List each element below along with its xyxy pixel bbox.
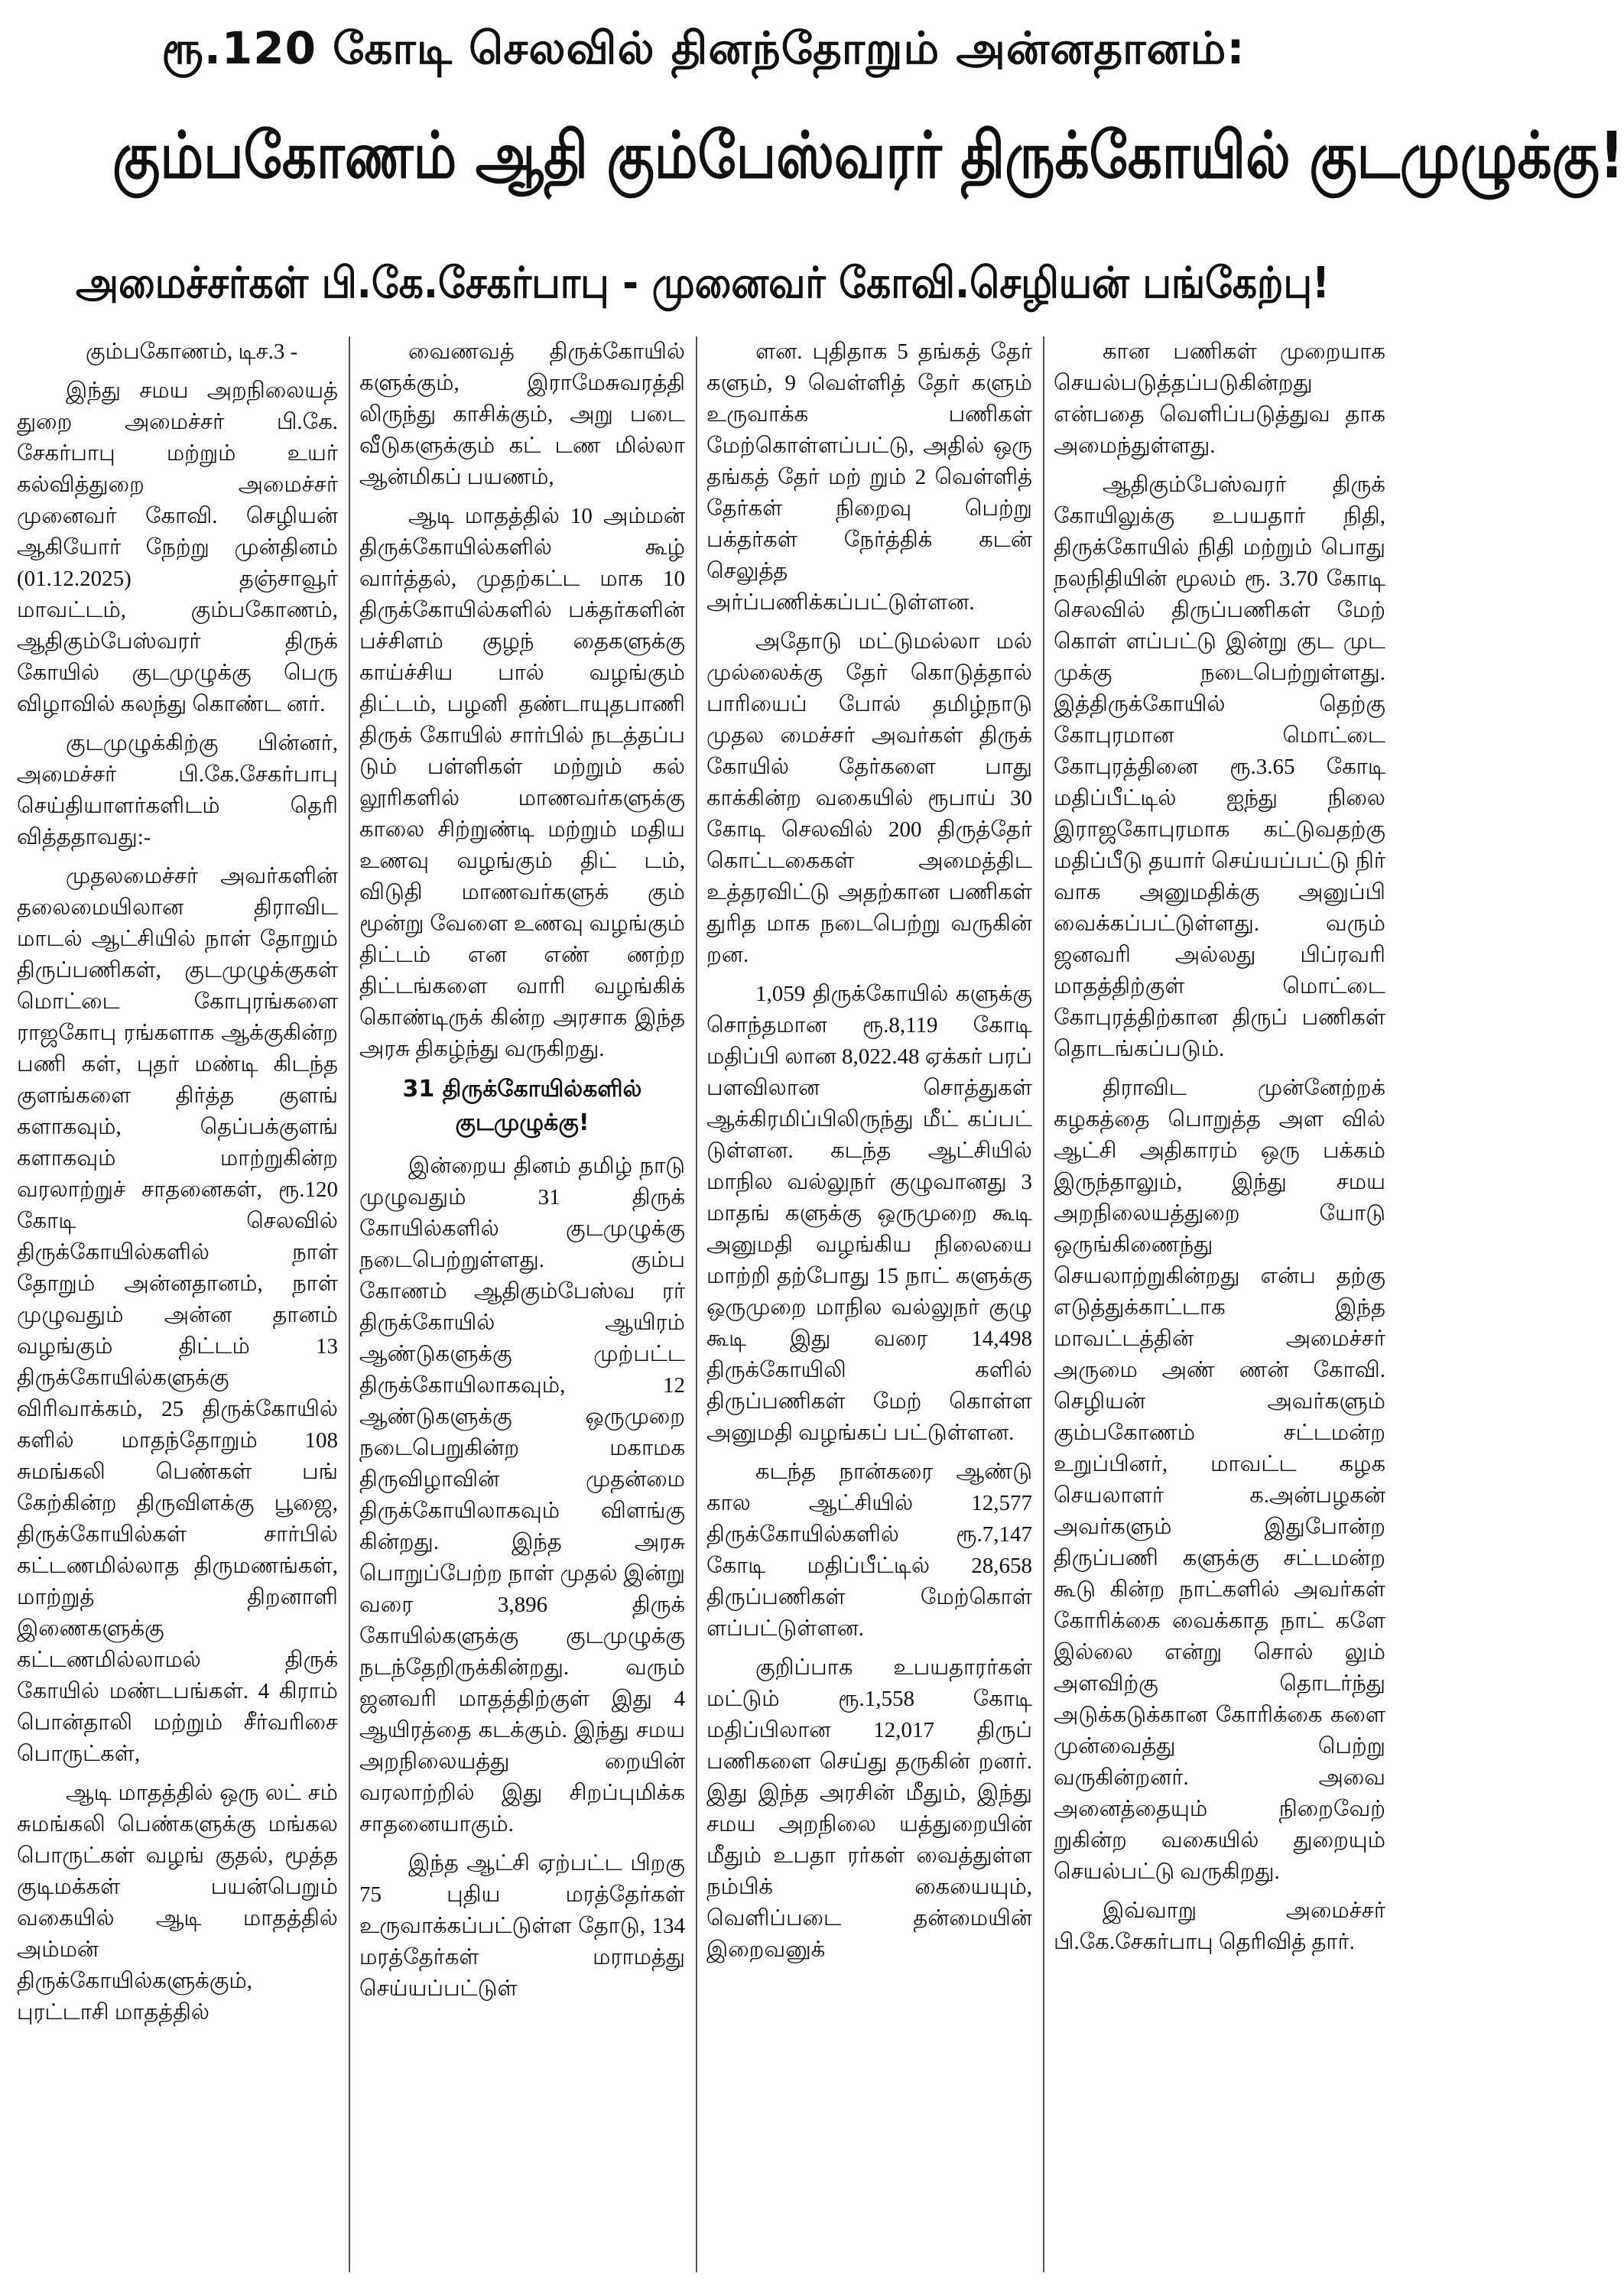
article-paragraph: ஆடி மாதத்தில் ஒரு லட் சம் சுமங்கலி பெண்களுக்கு மங்கல பொருட்கள் வழங் குதல், மூத்த குடிமக்கள் பயன்பெறும் வகையில் ஆடி மாதத்தில் அம்மன் திருக்கோயில்களுக்கும், புரட்டாசி மாதத்தில்: [17, 1781, 338, 2025]
article-paragraph: 1,059 திருக்கோயில் களுக்கு சொந்தமான ரூ.8,119 கோடி மதிப்பி லான 8,022.48 ஏக்கர் பரப் பளவிலான சொத்துகள் ஆக்கிரமிப்பிலிருந்து மீட் கப்பட் டுள்ளன. கடந்த ஆட்சியில் மாநில வல்லுநர் குழுவானது 3 மாதங் களுக்கு ஒருமுறை கூடி அனுமதி வழங்கிய நிலையை மாற்றி தற்போது 15 நாட் களுக்கு ஒருமுறை மாநில வல்லுநர் குழு கூடி இது வரை 14,498 திருக்கோயிலி களில் திருப்பணிகள் மேற் கொள்ள அனுமதி வழங்கப் பட்டுள்ளன.: [706, 982, 1032, 1445]
article-paragraph: இந்து சமய அறநிலையத் துறை அமைச்சர் பி.கே. சேகர்பாபு மற்றும் உயர் கல்வித்துறை அமைச்சர் முனைவர் கோவி. செழியன் ஆகியோர் நேற்று முன்தினம் (01.12.2025) தஞ்சாவூர் மாவட்டம், கும்பகோணம், ஆதிகும்பேஸ்வரர் திருக் கோயில் குடமுழுக்கு பெரு விழாவில் கலந்து கொண்ட னர்.: [17, 378, 338, 716]
article-paragraph: குறிப்பாக உபயதாரர்கள் மட்டும் ரூ.1,558 கோடி மதிப்பிலான 12,017 திருப் பணிகளை செய்து தருகின் றனர். இது இந்த அரசின் மீதும், இந்து சமய அறநிலை யத்துறையின் மீதும் உபதா ரர்கள் வைத்துள்ள நம்பிக் கையையும், வெளிப்படை தன்மையின் இறைவனுக்: [706, 1655, 1032, 1962]
article-paragraph: கடந்த நான்கரை ஆண்டு கால ஆட்சியில் 12,577 திருக்கோயில்களில் ரூ.7,147 கோடி மதிப்பீட்டில் 28,658 திருப்பணிகள் மேற்கொள் ளப்பட்டுள்ளன.: [706, 1460, 1032, 1641]
article-paragraph: இவ்வாறு அமைச்சர் பி.கே.சேகர்பாபு தெரிவித் தார்.: [1054, 1898, 1385, 1954]
column-rule: [1043, 336, 1044, 2272]
article-paragraph: திராவிட முன்னேற்றக் கழகத்தை பொறுத்த அள வில் ஆட்சி அதிகாரம் ஒரு பக்கம் இருந்தாலும், இந்து சமய அறநிலையத்துறை யோடு ஒருங்கிணைந்து செயலாற்றுகின்றது என்ப தற்கு எடுத்துக்காட்டாக இந்த மாவட்டத்தின் அமைச்சர் அருமை அண் ணன் கோவி. செழியன் அவர்களும் கும்பகோணம் சட்டமன்ற உறுப்பினர், மாவட்ட கழக செயலாளர் க.அன்பழகன் அவர்களும் இதுபோன்ற திருப்பணி களுக்கு சட்டமன்ற கூடு கின்ற நாட்களில் அவர்கள் கோரிக்கை வைக்காத நாட் களே இல்லை என்று சொல் லும் அளவிற்கு தொடர்ந்து அடுக்கடுக்கான கோரிக்கை களை முன்வைத்து பெற்று வருகின்றனர். அவை அனைத்தையும் நிறைவேற் றுகின்ற வகையில் துறையும் செயல்பட்டு வருகிறது.: [1054, 1076, 1385, 1884]
column-rule: [696, 336, 697, 2272]
article-column-1: [17, 336, 338, 2272]
kicker-headline: ரூ.120 கோடி செலவில் தினந்தோறும் அன்னதானம்:: [161, 22, 1246, 74]
article-paragraph: முதலமைச்சர் அவர்களின் தலைமையிலான திராவிட மாடல் ஆட்சியில் நாள் தோறும் திருப்பணிகள், குடமுழுக்குகள் மொட்டை கோபுரங்களை ராஜகோபு ரங்களாக ஆக்குகின்ற பணி கள், புதர் மண்டி கிடந்த குளங்களை திர்த்த குளங் களாகவும், தெப்பக்குளங் களாகவும் மாற்றுகின்ற வரலாற்றுச் சாதனைகள், ரூ.120 கோடி செலவில் திருக்கோயில்களில் நாள் தோறும் அன்னதானம், நாள் முழுவதும் அன்ன தானம் வழங்கும் திட்டம் 13 திருக்கோயில்களுக்கு விரிவாக்கம், 25 திருக்கோயில் களில் மாதந்தோறும் 108 சுமங்கலி பெண்கள் பங் கேற்கின்ற திருவிளக்கு பூஜை, திருக்கோயில்கள் சார்பில் கட்டணமில்லாத திருமணங்கள், மாற்றுத் திறனாளி இணைகளுக்கு கட்டணமில்லாமல் திருக் கோயில் மண்டபங்கள். 4 கிராம் பொன்தாலி மற்றும் சீர்வரிசை பொருட்கள்,: [17, 864, 338, 1766]
article-column-4: [1054, 336, 1385, 2272]
column-rule: [349, 336, 350, 2272]
article-paragraph: இந்த ஆட்சி ஏற்பட்ட பிறகு 75 புதிய மரத்தேர்கள் உருவாக்கப்பட்டுள்ள தோடு, 134 மரத்தேர்கள் மராமத்து செய்யப்பட்டுள்: [359, 1851, 685, 2001]
article-paragraph: ளன. புதிதாக 5 தங்கத் தேர் களும், 9 வெள்ளித் தேர் களும் உருவாக்க பணிகள் மேற்கொள்ளப்பட்டு, அதில் ஒரு தங்கத் தேர் மற் றும் 2 வெள்ளித் தேர்கள் நிறைவு பெற்று பக்தர்கள் நேர்த்திக் கடன் செலுத்த அர்ப்பணிக்கப்பட்டுள்ளன.: [706, 339, 1032, 615]
article-paragraph: ஆடி மாதத்தில் 10 அம்மன் திருக்கோயில்களில் கூழ் வார்த்தல், முதற்கட்ட மாக 10 திருக்கோயில்களில் பக்தர்களின் பச்சிளம் குழந் தைகளுக்கு காய்ச்சிய பால் வழங்கும் திட்டம், பழனி தண்டாயுதபாணி திருக் கோயில் சார்பில் நடத்தப்ப டும் பள்ளிகள் மற்றும் கல் லூரிகளில் மாணவர்களுக்கு காலை சிற்றுண்டி மற்றும் மதிய உணவு வழங்கும் திட் டம், விடுதி மாணவர்களுக் கும் மூன்று வேளை உணவு வழங்கும் திட்டம் என எண் ணற்ற திட்டங்களை வாரி வழங்கிக் கொண்டிருக் கின்ற அரசாக இந்த அரசு திகழ்ந்து வருகிறது.: [359, 504, 685, 1061]
article-column-3: [706, 336, 1032, 2272]
sub-headline: அமைச்சர்கள் பி.கே.சேகர்பாபு - முனைவர் கோவி.செழியன் பங்கேற்பு!: [76, 258, 1330, 308]
article-paragraph: கான பணிகள் முறையாக செயல்படுத்தப்படுகின்றது என்பதை வெளிப்படுத்துவ தாக அமைந்துள்ளது.: [1054, 339, 1385, 458]
article-paragraph: [17, 336, 338, 368]
article-paragraph: வைணவத் திருக்கோயில் களுக்கும், இராமேசுவரத்தி லிருந்து காசிக்கும், அறு படை வீடுகளுக்கும் கட் டண மில்லா ஆன்மிகப் பயணம்,: [359, 339, 685, 489]
article-paragraph: ஆதிகும்பேஸ்வரர் திருக் கோயிலுக்கு உபயதார் நிதி, திருக்கோயில் நிதி மற்றும் பொது நலநிதியின் மூலம் ரூ. 3.70 கோடி செலவில் திருப்பணிகள் மேற் கொள் ளப்பட்டு இன்று குட முட முக்கு நடைபெற்றுள்ளது. இத்திருக்கோயில் தெற்கு கோபுரமான மொட்டை கோபுரத்தினை ரூ.3.65 கோடி மதிப்பீட்டில் ஐந்து நிலை இராஜகோபுரமாக கட்டுவதற்கு மதிப்பீடு தயார் செய்யப்பட்டு நிர் வாக அனுமதிக்கு அனுப்பி வைக்கப்பட்டுள்ளது. வரும் ஜனவரி அல்லது பிப்ரவரி மாதத்திற்குள் மொட்டை கோபுரத்திற்கான திருப் பணிகள் தொடங்கப்படும்.: [1054, 473, 1385, 1061]
article-paragraph: குடமுழுக்கிற்கு பின்னர், அமைச்சர் பி.கே.சேகர்பாபு செய்தியாளர்களிடம் தெரி வித்ததாவது:-: [17, 731, 338, 849]
section-subtitle: 31 திருக்கோயில்களில் குடமுழுக்கு!: [402, 1076, 642, 1136]
article-paragraph: அதோடு மட்டுமல்லா மல் முல்லைக்கு தேர் கொடுத்தால் பாரியைப் போல் தமிழ்நாடு முதல மைச்சர் அவர்கள் திருக் கோயில் தேர்களை பாது காக்கின்ற வகையில் ரூபாய் 30 கோடி செலவில் 200 திருத்தேர் கொட்டகைகள் அமைத்திட உத்தரவிட்டு அதற்கான பணிகள் துரித மாக நடைபெற்று வருகின் றன.: [706, 629, 1032, 967]
dateline: கும்பகோணம், டிச.3 -: [86, 339, 298, 364]
main-headline: கும்பகோணம் ஆதி கும்பேஸ்வரர் திருக்கோயில் குடமுழுக்கு!: [112, 118, 1624, 193]
article-column-2: [359, 336, 685, 2272]
article-paragraph: இன்றைய தினம் தமிழ் நாடு முழுவதும் 31 திருக் கோயில்களில் குடமுழுக்கு நடைபெற்றுள்ளது. கும்ப கோணம் ஆதிகும்பேஸ்வ ரர் திருக்கோயில் ஆயிரம் ஆண்டுகளுக்கு முற்பட்ட திருக்கோயிலாகவும், 12 ஆண்டுகளுக்கு ஒருமுறை நடைபெறுகின்ற மகாமக திருவிழாவின் முதன்மை திருக்கோயிலாகவும் விளங்கு கின்றது. இந்த அரசு பொறுப்பேற்ற நாள் முதல் இன்று வரை 3,896 திருக் கோயில்களுக்கு குடமுழுக்கு நடந்தேறிருக்கின்றது. வரும் ஜனவரி மாதத்திற்குள் இது 4 ஆயிரத்தை கடக்கும். இந்து சமய அறநிலையத்து றையின் வரலாற்றில் இது சிறப்புமிக்க சாதனையாகும்.: [359, 1154, 685, 1836]
